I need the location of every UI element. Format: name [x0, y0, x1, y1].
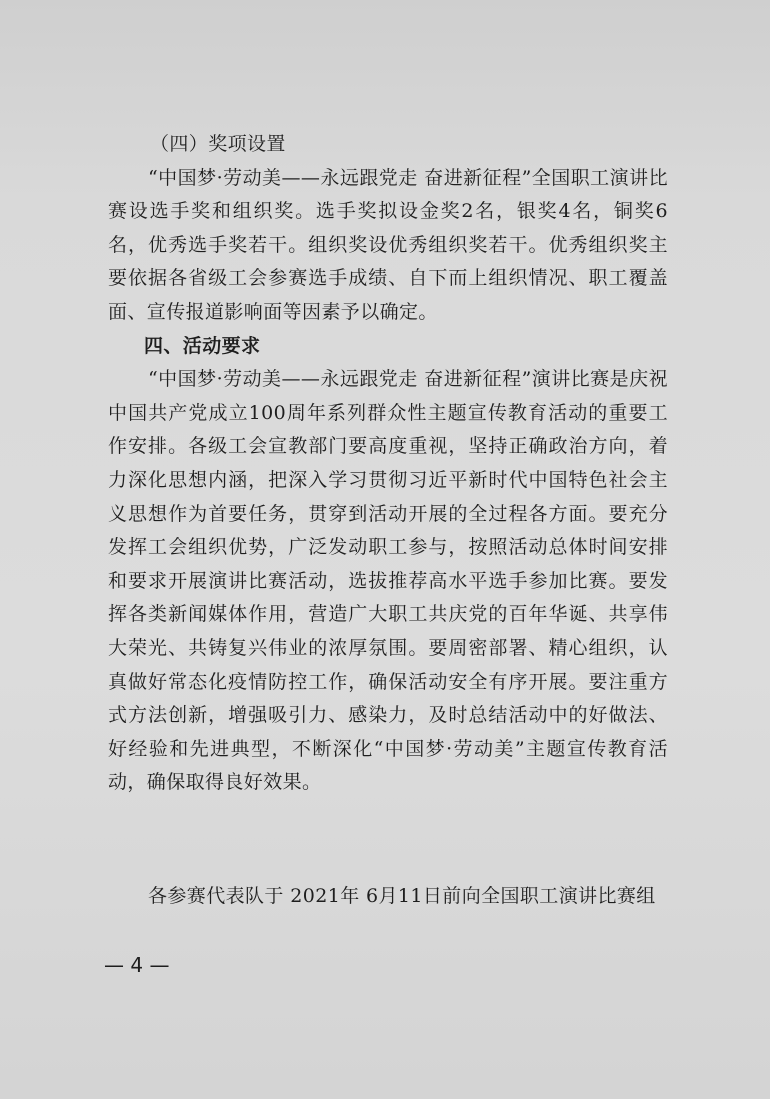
- subsection-heading-awards: （四）奖项设置: [150, 133, 286, 155]
- page-number: — 4 —: [104, 953, 170, 977]
- closing-paragraph-line: 各参赛代表队于 2021年 6月11日前向全国职工演讲比赛组: [148, 885, 656, 907]
- awards-paragraph: “中国梦·劳动美——永远跟党走 奋进新征程”全国职工演讲比赛设选手奖和组织奖。选手奖拟设金奖2名，银奖4名，铜奖6名，优秀选手奖若干。组织奖设优秀组织奖若干。优秀组织奖主要依据各省级工会参赛选手成绩、自下而上组织情况、职工覆盖面、宣传报道影响面等因素予以确定。: [108, 166, 668, 323]
- requirements-paragraph: “中国梦·劳动美——永远跟党走 奋进新征程”演讲比赛是庆祝中国共产党成立100周年系列群众性主题宣传教育活动的重要工作安排。各级工会宣教部门要高度重视，坚持正确政治方向，着力深化思想内涵，把深入学习贯彻习近平新时代中国特色社会主义思想作为首要任务，贯穿到活动开展的全过程各方面。要充分发挥工会组织优势，广泛发动职工参与，按照活动总体时间安排和要求开展演讲比赛活动，选拔推荐高水平选手参加比赛。要发挥各类新闻媒体作用，营造广大职工共庆党的百年华诞、共享伟大荣光、共铸复兴伟业的浓厚氛围。要周密部署、精心组织，认真做好常态化疫情防控工作，确保活动安全有序开展。要注重方式方法创新，增强吸引力、感染力，及时总结活动中的好做法、好经验和先进典型，不断深化“中国梦·劳动美”主题宣传教育活动，确保取得良好效果。: [108, 368, 668, 794]
- section-heading-requirements: 四、活动要求: [144, 334, 261, 357]
- document-body: [108, 128, 668, 800]
